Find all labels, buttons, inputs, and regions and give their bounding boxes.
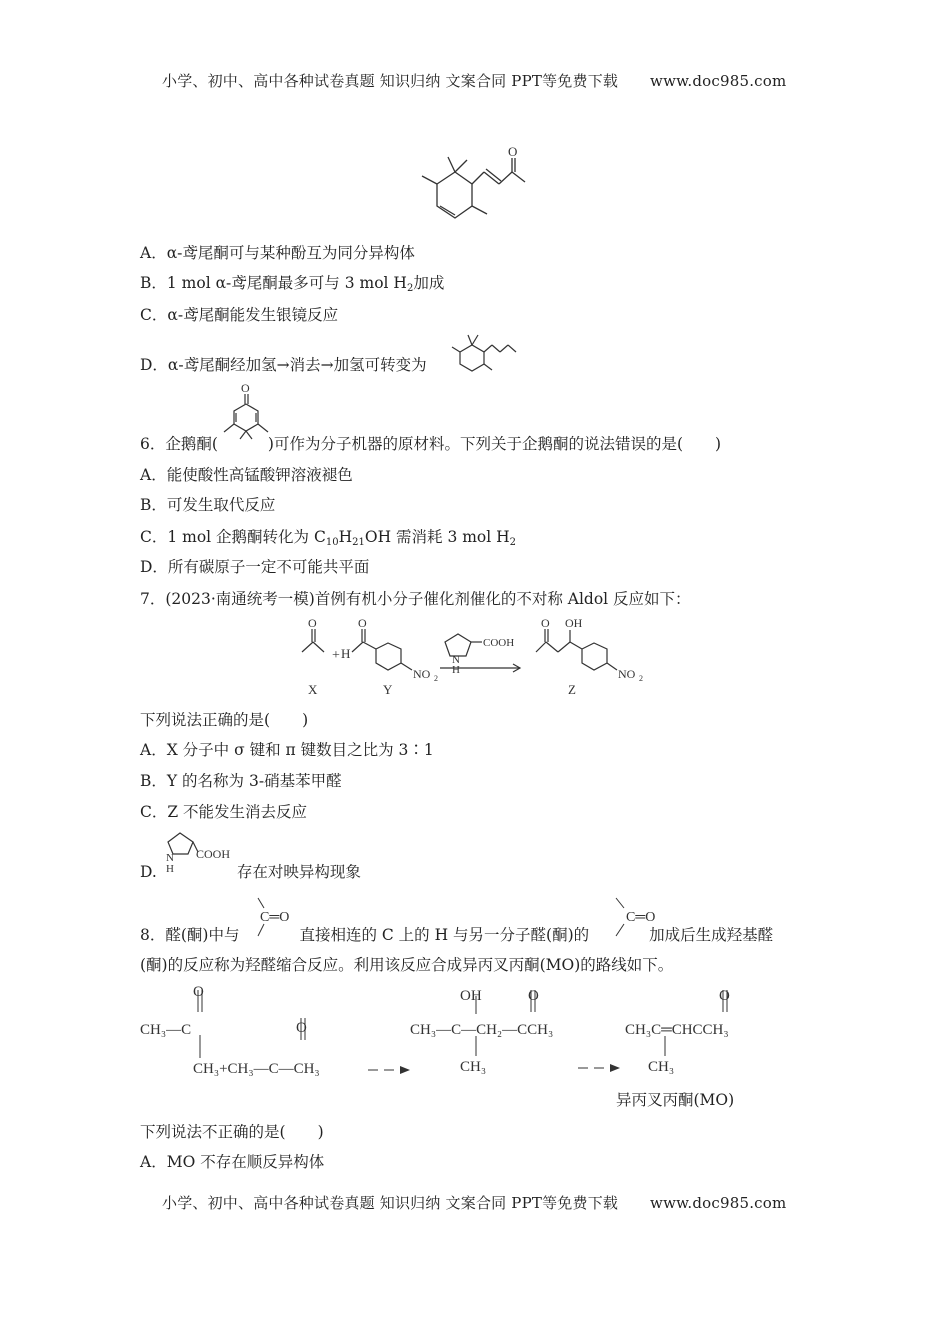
label-x: X [308, 682, 318, 697]
svg-text:N: N [166, 852, 174, 864]
label-z: Z [568, 682, 576, 697]
svg-text:CH₃: CH₃ [648, 1059, 675, 1075]
header-text: 小学、初中、高中各种试卷真题 知识归纳 文案合同 PPT等免费下载 [162, 72, 619, 90]
q7-stem: 7．(2023·南通统考一模)首例有机小分子催化剂催化的不对称 Aldol 反应如下： [140, 590, 691, 608]
svg-text:+: + [332, 648, 340, 663]
svg-text:O: O [193, 984, 204, 1000]
svg-text:CH₃—C—CH₂—CCH₃: CH₃—C—CH₂—CCH₃ [410, 1022, 554, 1038]
svg-text:COOH: COOH [483, 637, 515, 649]
q6-option-c: C．1 mol 企鹅酮转化为 $C_{10}H_{21}OH$ 需消耗 3 mol $H_2$ [140, 528, 517, 548]
footer-text: 小学、初中、高中各种试卷真题 知识归纳 文案合同 PPT等免费下载 [162, 1194, 619, 1212]
svg-text:N: N [452, 654, 460, 666]
q7-option-d: D. 存在对映异构现象 [140, 863, 361, 881]
svg-text:H: H [341, 646, 351, 661]
svg-text:CH₃+CH₃—C—CH₃: CH₃+CH₃—C—CH₃ [193, 1061, 320, 1077]
q6-stem: 6．企鹅酮( )可作为分子机器的原材料。下列关于企鹅酮的说法错误的是( ) [140, 435, 722, 453]
svg-text:CH₃C═CHCCH₃: CH₃C═CHCCH₃ [625, 1022, 729, 1038]
q7-ask: 下列说法正确的是( ) [140, 711, 309, 729]
label-y: Y [383, 682, 393, 697]
q8-stem-line1: 8．醛(酮)中与 直接相连的 C 上的 H 与另一分子醛(酮)的 加成后生成羟基醛 [140, 926, 774, 944]
svg-text:H: H [452, 664, 460, 676]
carbonyl-inline-2 [610, 892, 680, 942]
svg-text:O: O [296, 1020, 307, 1036]
svg-text:O: O [528, 988, 539, 1004]
page-footer [162, 1192, 786, 1213]
svg-text:O: O [241, 381, 250, 395]
svg-text:C═O: C═O [626, 910, 656, 925]
svg-text:NO: NO [618, 667, 636, 681]
svg-text:NO: NO [413, 667, 431, 681]
q5-option-c: C．α-鸢尾酮能发生银镜反应 [140, 306, 339, 324]
q7-option-b: B．Y 的名称为 3-硝基苯甲醛 [140, 772, 342, 790]
q5-option-d: D．α-鸢尾酮经加氢→消去→加氢可转变为 [140, 356, 427, 374]
footer-url: www.doc985.com [650, 1194, 787, 1212]
svg-text:C═O: C═O [260, 910, 290, 925]
svg-text:O: O [308, 616, 317, 630]
svg-text:OH: OH [460, 988, 482, 1004]
header-url: www.doc985.com [650, 72, 787, 90]
proline-structure [160, 828, 245, 878]
penguinone-structure [218, 380, 276, 440]
svg-text:COOH: COOH [196, 847, 231, 861]
q7-option-a: A．X 分子中 σ 键和 π 键数目之比为 3∶1 [140, 741, 434, 759]
svg-text:O: O [541, 616, 550, 630]
svg-text:CH₃: CH₃ [460, 1059, 487, 1075]
q8-ask: 下列说法不正确的是( ) [140, 1123, 324, 1141]
q6-option-b: B．可发生取代反应 [140, 496, 276, 514]
svg-text:O: O [719, 988, 730, 1004]
svg-text:O: O [358, 616, 367, 630]
carbonyl-inline-1 [244, 892, 314, 942]
mo-label: 异丙叉丙酮(MO) [616, 1091, 735, 1109]
q5-option-b: B．1 mol α-鸢尾酮最多可与 3 mol $H_2$加成 [140, 274, 445, 294]
q5-option-a: A．α-鸢尾酮可与某种酚互为同分异构体 [140, 244, 415, 262]
q6-option-d: D．所有碳原子一定不可能共平面 [140, 558, 370, 576]
q8-stem-line2: (酮)的反应称为羟醛缩合反应。利用该反应合成异丙叉丙酮(MO)的路线如下。 [140, 956, 674, 974]
irone-o-label: O [508, 144, 518, 159]
q5-d-product-structure [448, 330, 523, 375]
q8-option-a: A．MO 不存在顺反异构体 [140, 1153, 325, 1171]
alpha-irone-structure [412, 140, 542, 235]
aldol-reaction-scheme [290, 612, 690, 702]
q6-option-a: A．能使酸性高锰酸钾溶液褪色 [140, 466, 353, 484]
svg-text:2: 2 [434, 674, 438, 683]
mo-synthesis-route [138, 980, 788, 1080]
q7-option-c: C．Z 不能发生消去反应 [140, 803, 308, 821]
svg-text:H: H [166, 863, 174, 875]
page-header [162, 70, 786, 91]
svg-text:OH: OH [565, 616, 583, 630]
svg-text:2: 2 [639, 674, 643, 683]
svg-text:CH₃—C: CH₃—C [140, 1022, 192, 1038]
